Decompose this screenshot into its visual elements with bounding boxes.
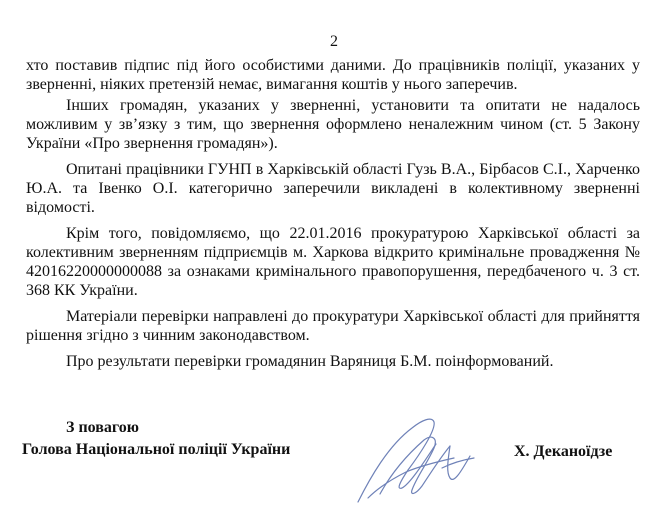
handwritten-signature	[350, 398, 480, 510]
paragraph-2: Інших громадян, указаних у зверненні, установити та опитати не надалось можливим у зв’язку з тим, що звернення оформлено неналежним чином (ст. 5 Закону України «Про звернення громадян»).	[26, 97, 640, 152]
letter-body	[26, 56, 640, 378]
paragraph-4: Крім того, повідомляємо, що 22.01.2016 прокуратурою Харківської області за колективним зверненням підприємців м. Харкова відкрито кримінальне провадження № 42016220000000088 за ознаками кримінального правопорушення, передбаченого ч. 3 ст. 368 КК України.	[26, 225, 640, 299]
closing-phrase: З повагою	[66, 419, 139, 436]
paragraph-3: Опитані працівники ГУНП в Харківській області Гузь В.А., Бірбасов С.І., Харченко Ю.А. та Івенко О.І. категорично заперечили викладені в колективному зверненні відомості.	[26, 161, 640, 216]
signer-name: Х. Деканоїдзе	[514, 443, 613, 460]
signer-title: Голова Національної поліції України	[22, 441, 291, 458]
paragraph-6: Про результати перевірки громадянин Варяниця Б.М. поінформований.	[66, 353, 554, 370]
page-number: 2	[330, 33, 338, 50]
paragraph-1: хто поставив підпис під його особистими даними. До працівників поліції, указаних у зверненні, ніяких претензій немає, вимагання коштів у нього заперечив.	[26, 57, 640, 93]
paragraph-5: Матеріали перевірки направлені до прокуратури Харківської області для прийняття рішення згідно з чинним законодавством.	[26, 308, 640, 344]
